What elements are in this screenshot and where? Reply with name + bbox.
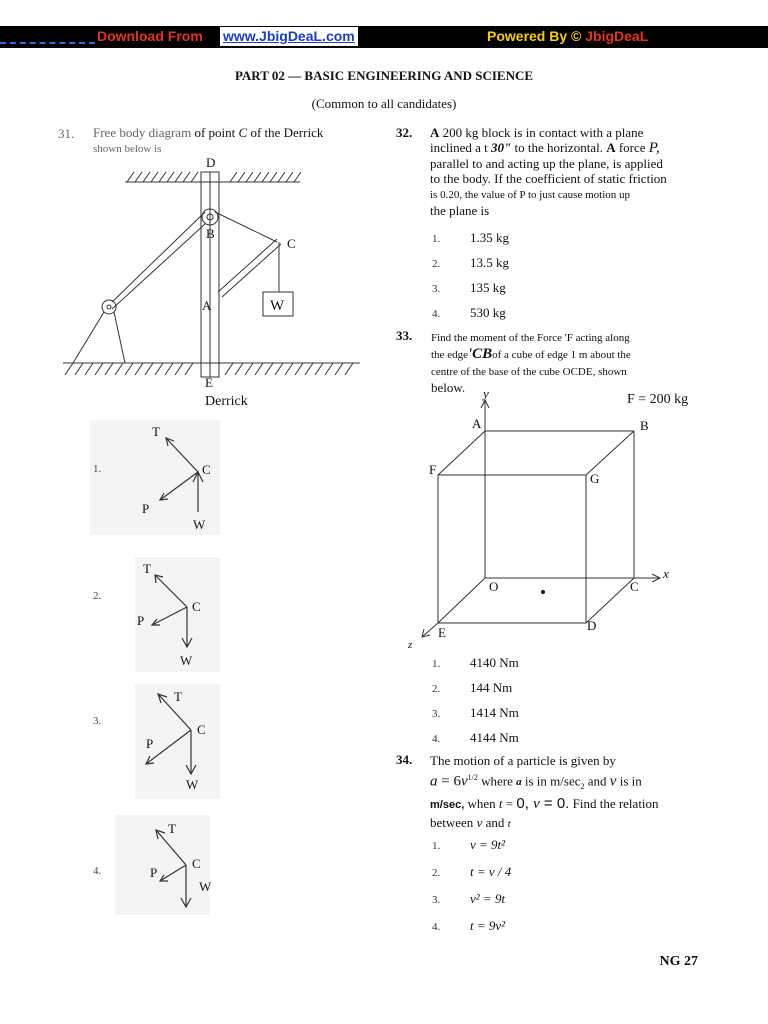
q31-opt3-num: 3.	[93, 715, 102, 727]
cube-figure	[405, 388, 715, 650]
download-banner	[0, 26, 768, 48]
q31-opt4-w: W	[199, 879, 212, 894]
q34-options	[432, 832, 511, 940]
q31-option-1[interactable]	[90, 420, 220, 535]
q31-opt3-w: W	[186, 777, 199, 792]
label-a: A	[202, 298, 212, 313]
q33-option-2[interactable]: 2. 144 Nm	[432, 680, 513, 695]
derrick-figure	[55, 150, 375, 410]
q31-opt2-w: W	[180, 653, 193, 668]
q33-number: 33.	[396, 328, 413, 343]
q34-number: 34.	[396, 752, 413, 767]
q31-opt3-t: T	[174, 689, 182, 704]
base-centre-dot	[541, 590, 545, 594]
q31-opt4-c: C	[192, 856, 201, 871]
force-label: F = 200 kg	[627, 392, 689, 407]
label-w: W	[270, 298, 285, 314]
q31-opt2-t: T	[143, 561, 151, 576]
label-b: B	[206, 226, 215, 241]
top-hatching	[127, 172, 301, 182]
axis-label-y: y	[483, 386, 489, 401]
q31-opt3-p: P	[146, 736, 154, 751]
q31-opt4-p: P	[150, 865, 158, 880]
cube-front-face	[438, 475, 586, 623]
q31-opt1-num: 1.	[93, 463, 102, 475]
cube-label-c: C	[630, 579, 639, 594]
banner-dashes	[0, 30, 95, 44]
q31-option-4[interactable]	[90, 815, 220, 915]
q33-option-4[interactable]: 4. 4144 Nm	[432, 730, 519, 745]
q31-opt2-c: C	[192, 599, 201, 614]
label-c: C	[287, 236, 296, 251]
cube-label-e: E	[438, 625, 446, 640]
cube-label-b: B	[640, 418, 649, 433]
q31-opt4-num: 4.	[93, 865, 102, 877]
axis-label-x: x	[663, 566, 669, 581]
cube-label-a: A	[472, 416, 482, 431]
q33-option-3[interactable]: 3. 1414 Nm	[432, 705, 519, 720]
q32-option-2[interactable]: 2. 13.5 kg	[432, 255, 509, 270]
axis-label-z: z	[408, 639, 413, 651]
bottom-hatching	[65, 363, 353, 375]
cube-label-o: O	[489, 579, 499, 594]
q33-options	[432, 651, 519, 751]
q33-option-1[interactable]: 1. 4140 Nm	[432, 655, 519, 670]
q31-text: Free body diagram of point C of the Derrick shown below is	[93, 125, 324, 155]
q34-option-1[interactable]: 1. v = 9t²	[432, 837, 506, 852]
q31-opt2-p: P	[137, 613, 145, 628]
cube-label-f: F	[429, 462, 437, 477]
q31-opt3-c: C	[197, 722, 206, 737]
cube-label-d: D	[587, 618, 597, 633]
q31-opt1-w: W	[193, 517, 206, 532]
banner-url-link[interactable]: www.JbigDeaL.com	[220, 27, 358, 46]
label-e: E	[205, 375, 213, 390]
q31-opt1-p: P	[142, 501, 150, 516]
banner-powered-brand: JbigDeaL	[585, 28, 649, 44]
banner-download-text: Download From	[97, 28, 203, 44]
page-number: NG 27	[659, 954, 698, 969]
q32-number: 32.	[396, 125, 413, 140]
banner-powered-by	[487, 28, 648, 44]
q32-option-4[interactable]: 4. 530 kg	[432, 305, 506, 320]
q34-option-2[interactable]: 2. t = v / 4	[432, 864, 512, 879]
q32-text: A 200 kg block is in contact with a plane inclined a t 30" to the horizontal. A force P, parallel to and acting up the plane, is applied to the body. If the coefficient of static friction is 0.20, the value of P to just cause motion up the plane is	[430, 125, 667, 218]
q31-option-2[interactable]	[90, 557, 220, 672]
banner-powered-prefix: Powered By ©	[487, 28, 582, 44]
q31-opt1-c: C	[202, 462, 211, 477]
q32-options	[432, 226, 509, 326]
q34-option-4[interactable]: 4. t = 9v²	[432, 918, 506, 933]
q31-option-3[interactable]	[90, 684, 220, 799]
q34-option-3[interactable]: 3. v² = 9t	[432, 891, 506, 906]
cube-label-g: G	[590, 471, 600, 486]
page-subtitle: (Common to all candidates)	[311, 96, 457, 111]
derrick-caption: Derrick	[205, 394, 248, 409]
q33-text: Find the moment of the Force 'F acting along the edge'CBof a cube of edge 1 m about the centre of the base of the cube OCDE, shown below.	[431, 332, 631, 395]
q31-opt1-t: T	[152, 424, 160, 439]
q31-number: 31.	[58, 126, 75, 141]
q32-option-1[interactable]: 1. 1.35 kg	[432, 230, 509, 245]
q31-opt4-t: T	[168, 821, 176, 836]
label-d: D	[206, 155, 216, 170]
q32-option-3[interactable]: 3. 135 kg	[432, 280, 506, 295]
page-title: PART 02 — BASIC ENGINEERING AND SCIENCE	[234, 68, 534, 83]
q34-text: The motion of a particle is given by $a = 6v^{1/2}$ where a is in $m/\sec_2$ and v is in m/sec, when t = 0, v = 0. Find the relation between v and t	[430, 753, 659, 830]
q31-opt2-num: 2.	[93, 590, 102, 602]
